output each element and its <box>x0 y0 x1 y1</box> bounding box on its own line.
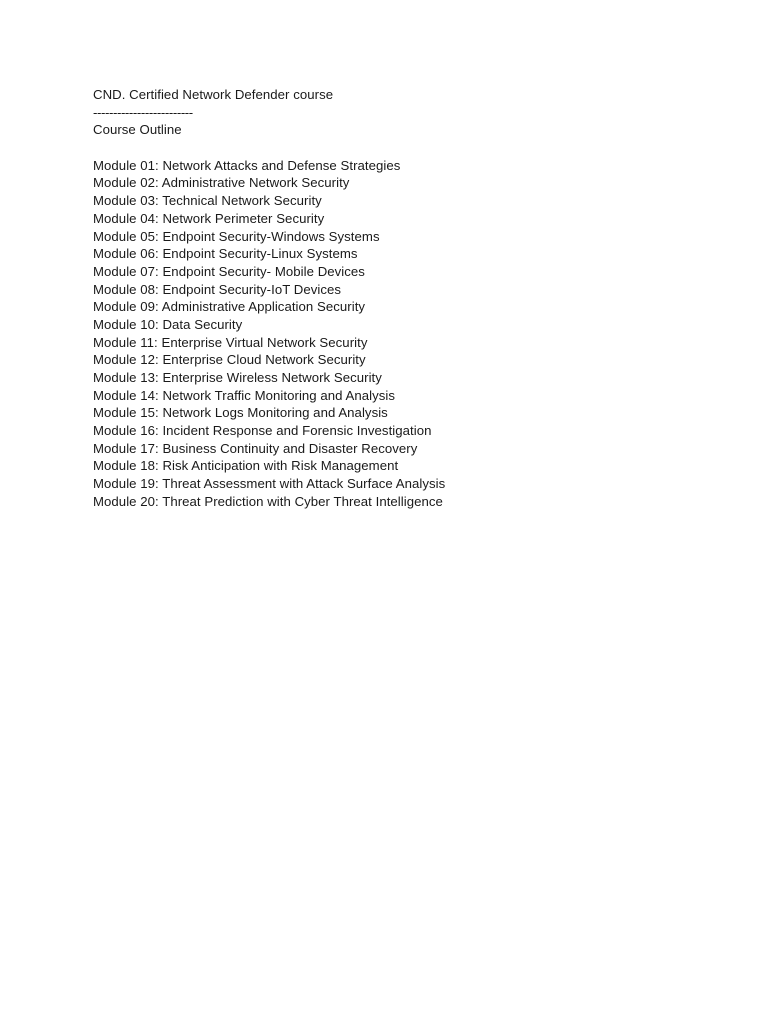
module-item: Module 20: Threat Prediction with Cyber Threat Intelligence <box>93 493 443 509</box>
module-item: Module 05: Endpoint Security-Windows Systems <box>93 228 380 244</box>
module-item: Module 12: Enterprise Cloud Network Security <box>93 352 366 368</box>
module-item: Module 18: Risk Anticipation with Risk Management <box>93 458 399 474</box>
module-item: Module 01: Network Attacks and Defense Strategies <box>93 157 401 173</box>
module-item: Module 11: Enterprise Virtual Network Security <box>93 334 368 350</box>
module-item: Module 16: Incident Response and Forensic Investigation <box>93 423 432 439</box>
module-item: Module 15: Network Logs Monitoring and Analysis <box>93 405 388 421</box>
module-item: Module 19: Threat Assessment with Attack Surface Analysis <box>93 476 446 492</box>
module-item: Module 02: Administrative Network Security <box>93 175 350 191</box>
blank-line <box>93 139 753 157</box>
module-item: Module 17: Business Continuity and Disaster Recovery <box>93 440 418 456</box>
module-item: Module 13: Enterprise Wireless Network Security <box>93 370 382 385</box>
module-item: Module 14: Network Traffic Monitoring and Analysis <box>93 387 396 403</box>
module-item: Module 08: Endpoint Security-IoT Devices <box>93 281 342 297</box>
module-item: Module 09: Administrative Application Security <box>93 299 366 315</box>
module-item: Module 04: Network Perimeter Security <box>93 210 325 226</box>
module-item: Module 03: Technical Network Security <box>93 193 322 209</box>
module-list <box>93 157 753 511</box>
title-separator: ------------------------- <box>93 104 193 120</box>
document-title: CND. Certified Network Defender course <box>93 87 334 102</box>
module-item: Module 07: Endpoint Security- Mobile Devices <box>93 263 365 279</box>
module-item: Module 06: Endpoint Security-Linux Systems <box>93 246 358 262</box>
section-heading: Course Outline <box>93 122 182 138</box>
document-page <box>93 86 753 511</box>
module-item: Module 10: Data Security <box>93 316 243 332</box>
